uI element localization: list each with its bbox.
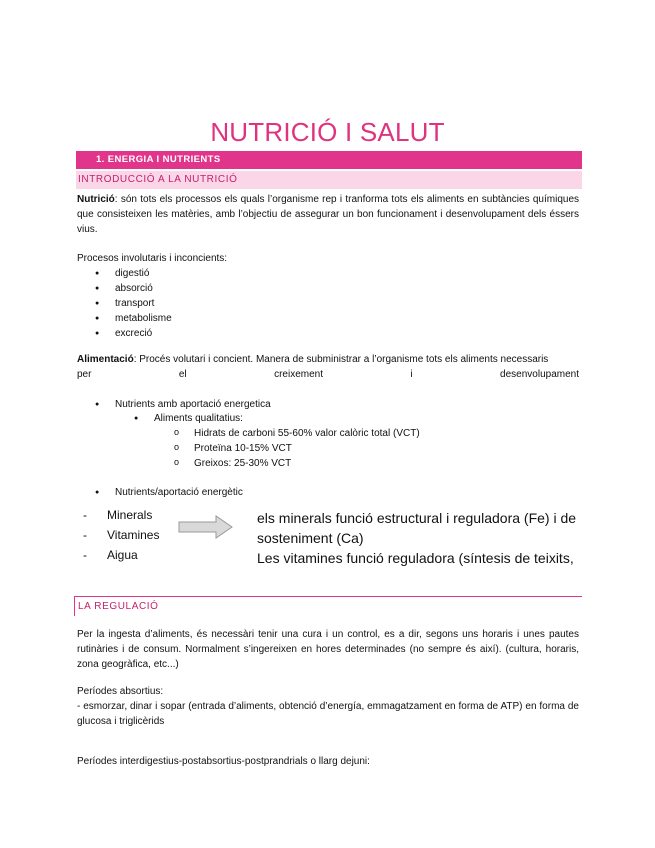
- list-item: ● excreció: [95, 326, 172, 341]
- nutrients-list-2: [95, 485, 243, 500]
- list-item: ● absorció: [95, 281, 172, 296]
- list-item: ● digestió: [95, 266, 172, 281]
- page-title: NUTRICIÓ I SALUT: [210, 117, 445, 147]
- alimentacio-term: Alimentació: [77, 354, 134, 365]
- list-item: o Proteïna 10-15% VCT: [174, 441, 420, 456]
- regulacio-paragraph: Per la ingesta d’aliments, és necessàri tenir una cura i un control, es a dir, segons uns horaris i unes pautes rutinàries i de consum. Normalment s’ingereixen en hores determinades (no sempre és així). (cultura, horaris, zona geogràfica, etc...): [77, 629, 579, 670]
- periodes-interdigestius: Períodes interdigestius-postabsortius-postprandrials o llarg dejuni:: [77, 756, 370, 767]
- subheading-introduccio: INTRODUCCIÓ A LA NUTRICIÓ: [76, 171, 582, 189]
- alimentacio-line2: per el creixement i desenvolupament: [77, 369, 579, 380]
- aliments-qualitatius: ● Aliments qualitatius:: [134, 411, 243, 426]
- minerals-list: [83, 505, 159, 565]
- list-item: o Hidrats de carboni 55-60% valor calòric total (VCT): [174, 426, 420, 441]
- periodes-absortius-text: - esmorzar, dinar i sopar (entrada d’aliments, obtenció d’energía, emmagatzament en forma de ATP) en forma de glucosa i triglicèrids: [77, 701, 579, 727]
- list-item: ● transport: [95, 296, 172, 311]
- nutricio-paragraph: [77, 192, 579, 237]
- procesos-label: Procesos involutaris i inconcients:: [77, 253, 228, 264]
- alimentacio-line1: Alimentació: Procés volutari i concient. Manera de subministrar a l’organisme tots els aliments necessaris: [77, 354, 549, 365]
- aliments-sublist: [174, 426, 420, 471]
- arrow-right-icon: [178, 515, 234, 539]
- nutricio-definition: : són tots els processos els quals l’organisme rep i tranforma tots els aliments en subtàncies químiques que consisteixen les matèries, amb l’objectiu de assegurar un bon funcionament i desenvolupament dels éssers vius.: [77, 194, 579, 235]
- list-item: o Greixos: 25-30% VCT: [174, 456, 420, 471]
- list-item: - Aigua: [83, 545, 159, 565]
- list-item: ● Nutrients/aportació energètic: [95, 485, 243, 500]
- list-item: ● Nutrients amb aportació energetica: [95, 397, 271, 412]
- periodes-absortius-label: Períodes absortius:: [77, 686, 164, 697]
- subheading-regulacio: LA REGULACIÓ: [74, 596, 582, 616]
- list-item: - Minerals: [83, 505, 159, 525]
- minerals-description: els minerals funció estructural i reguladora (Fe) i de sosteniment (Ca) Les vitamines funció reguladora (síntesis de teixits,: [257, 510, 577, 566]
- nutrients-list: [95, 397, 271, 412]
- nutricio-term: Nutrició: [77, 194, 115, 205]
- procesos-list: [95, 266, 172, 341]
- list-item: ● metabolisme: [95, 311, 172, 326]
- list-item: - Vitamines: [83, 525, 159, 545]
- section-heading-energia: 1. ENERGIA I NUTRIENTS: [76, 151, 582, 169]
